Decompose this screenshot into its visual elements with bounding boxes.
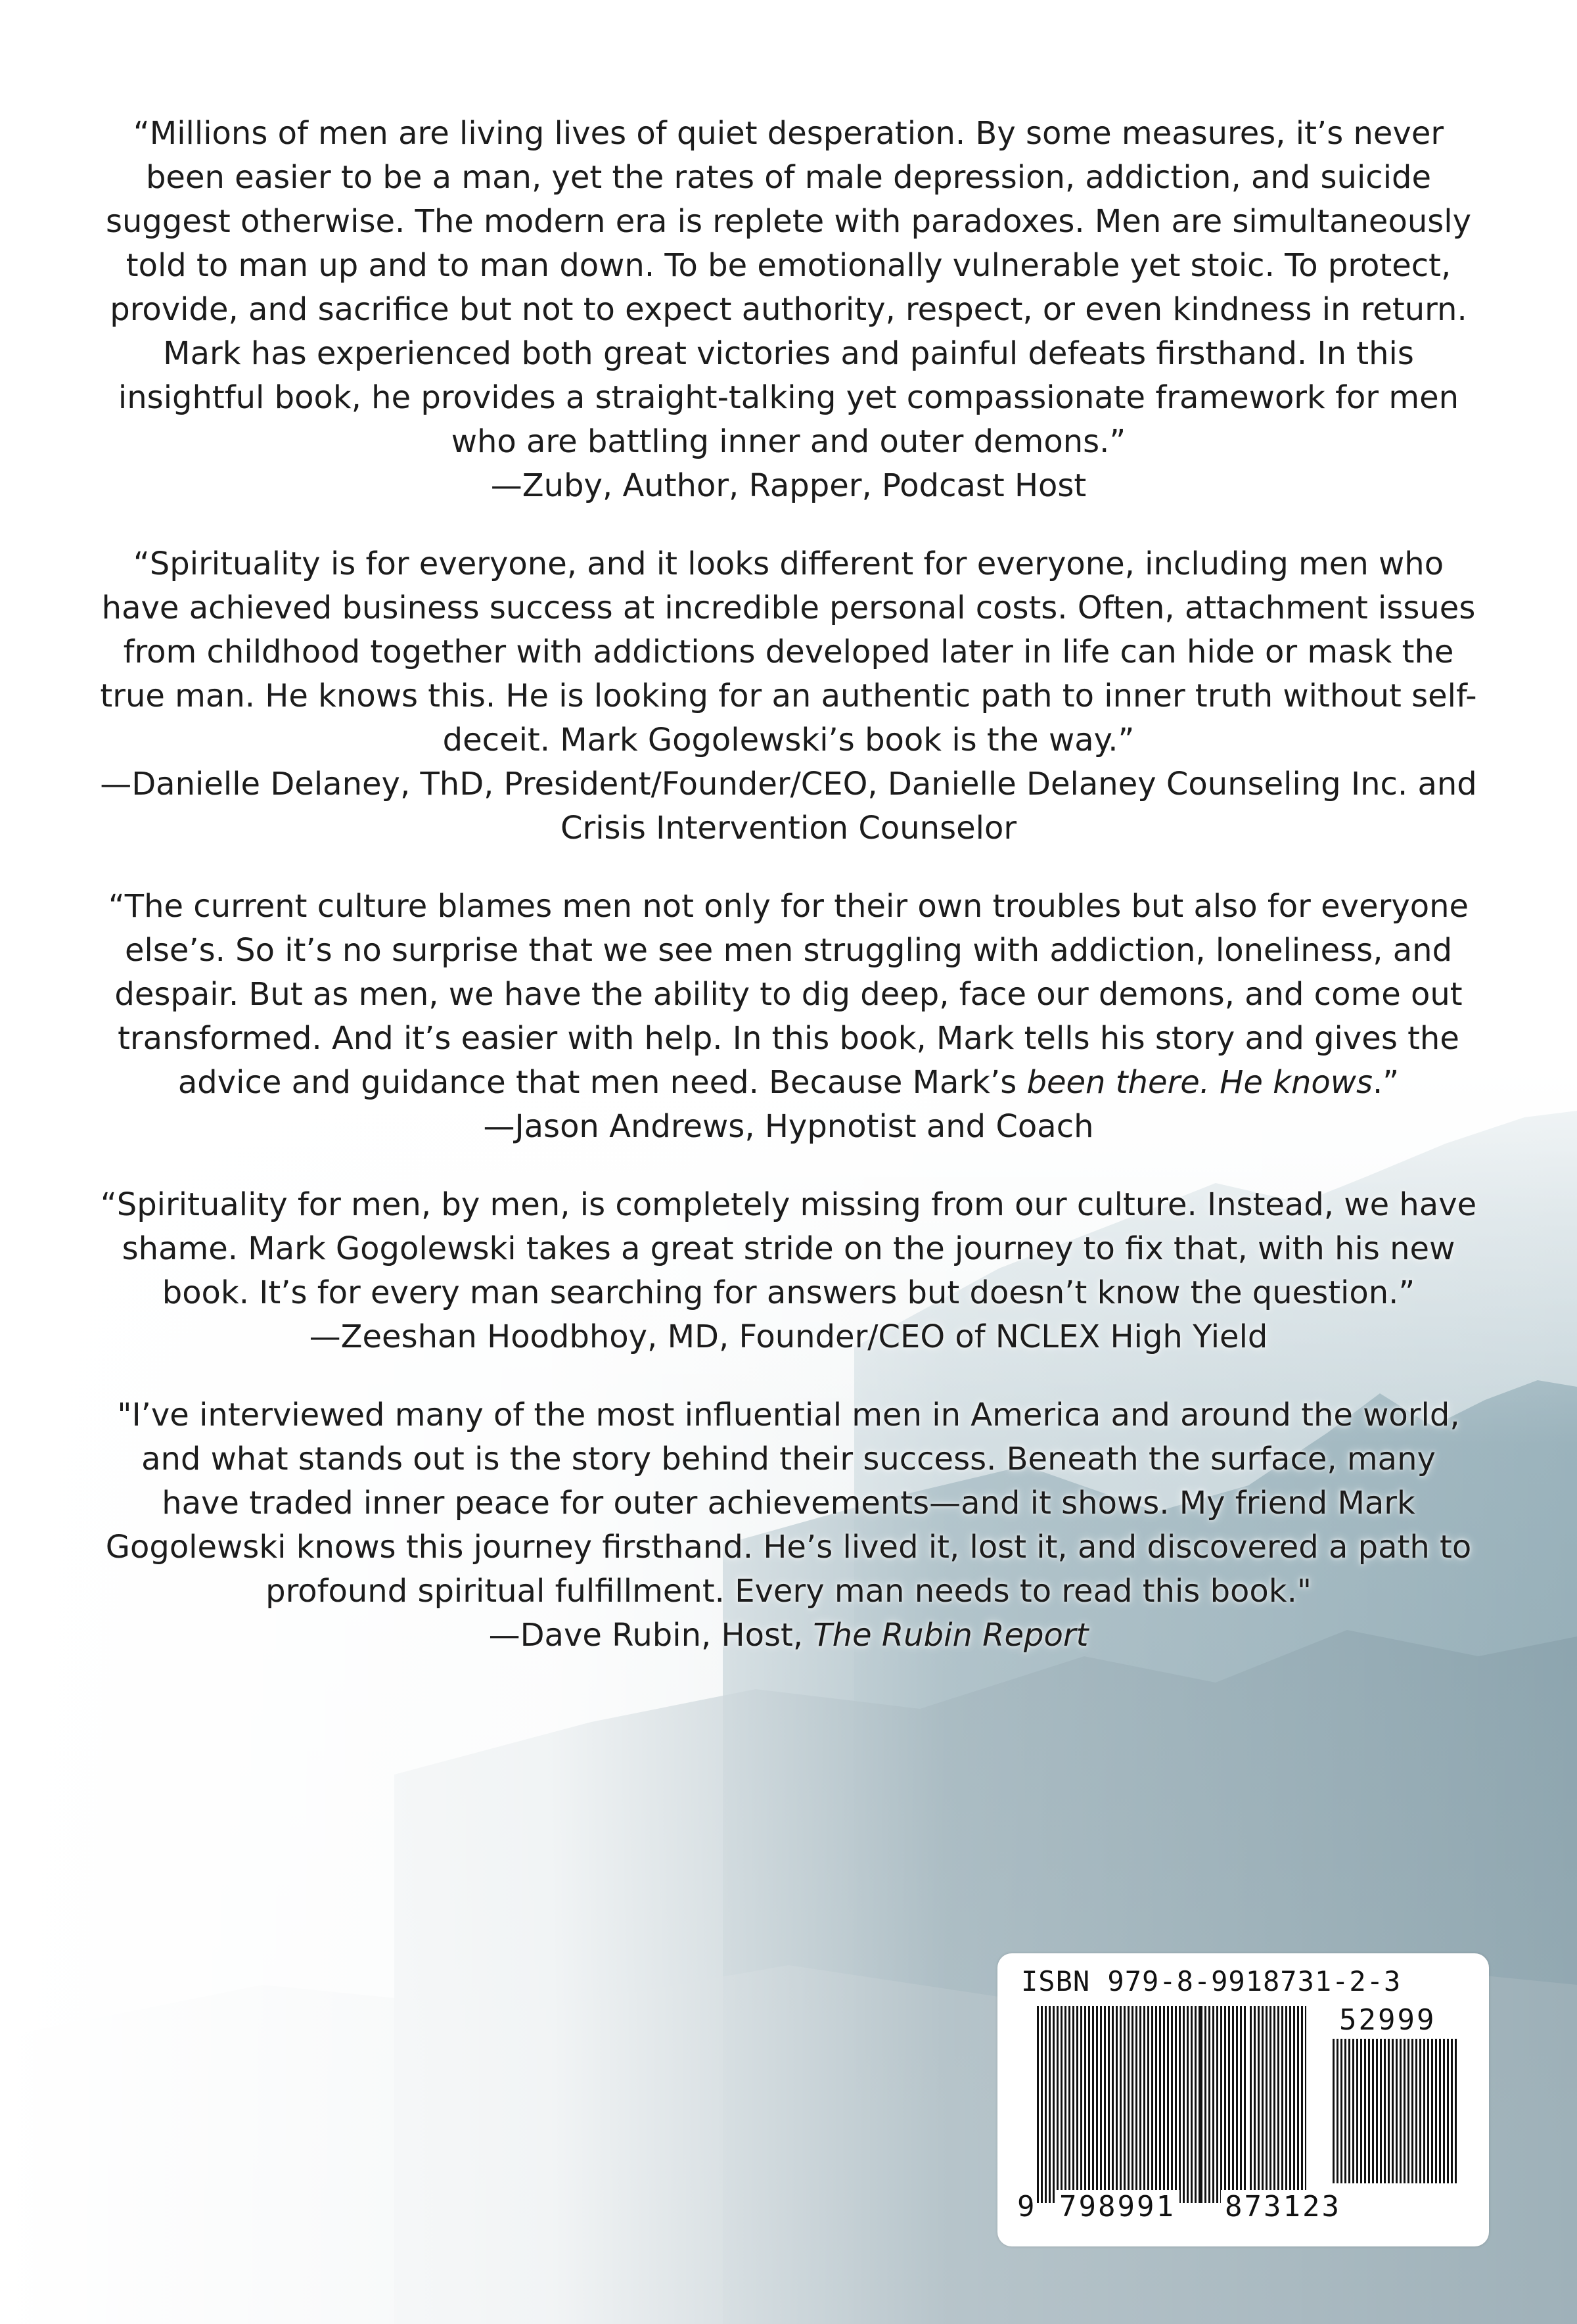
barcode-bar [1407,2039,1409,2183]
barcode-bar [1277,2006,1279,2203]
barcode-bar [1236,2006,1238,2203]
barcode-bar [1400,2039,1402,2183]
barcode-bar [1187,2006,1189,2203]
barcode-bar [1224,2006,1226,2203]
barcode-bar [1344,2039,1346,2183]
barcode-bar [1100,2006,1102,2203]
barcode-bar [1380,2039,1382,2183]
endorsement-quote: “Spirituality is for everyone, and it looks different for everyone, including men who have achieved business success at incredible personal costs. Often, attachment issues from childhood together with addictions developed later in life can hide or mask the true man. He knows this. He is looking for an authentic path to inner truth without self-deceit. Mark Gogolewski’s book is the way.” [100,546,1477,758]
endorsement-quote: “Millions of men are living lives of quiet desperation. By some measures, it’s never been easier to be a man, yet the rates of male depression, addiction, and suicide suggest otherwise. The modern era is replete with paradoxes. Men are simultaneously told to man up and to man down. To be emotionally vulnerable yet stoic. To protect, provide, and sacrifice but not to expect authority, respect, or even kindness in return. Mark has experienced both great victories and painful defeats firsthand. In this insightful book, he provides a straight-talking yet compassionate framework for men who are battling inner and outer demons.” [106,115,1471,460]
barcode-bar [1333,2039,1335,2183]
barcode-bar [1045,2006,1047,2203]
barcode-bar [1120,2006,1122,2203]
barcode-bar [1431,2039,1433,2183]
barcode-bar [1216,2006,1218,2203]
barcode-bar [1427,2039,1429,2183]
ean-left-digits: 798991 [1055,2190,1179,2223]
barcode-bar [1289,2006,1291,2203]
barcode-bar [1037,2006,1039,2203]
barcode-bar [1411,2039,1413,2183]
endorsements [99,112,1478,1692]
endorsement-attribution: —Zuby, Author, Rapper, Podcast Host [490,467,1087,504]
barcode-bar [1204,2006,1206,2203]
barcode-bar [1135,2006,1137,2203]
barcode-bar [1124,2006,1126,2203]
barcode-bar [1191,2006,1193,2203]
endorsement-attribution: —Zeeshan Hoodbhoy, MD, Founder/CEO of NCLEX High Yield [309,1318,1268,1355]
price-code: 52999 [1339,2003,1436,2037]
barcode-bar [1155,2006,1157,2203]
barcode-bar [1285,2006,1287,2203]
barcode-bar [1396,2039,1398,2183]
barcode-bar [1183,2006,1185,2203]
barcode-bar [1053,2006,1055,2203]
barcode-bar [1281,2006,1283,2203]
barcode-bar [1423,2039,1425,2183]
endorsement-quote [99,885,1478,1105]
barcode-bar [1266,2006,1268,2203]
barcode-bar [1112,2006,1114,2203]
barcode-bar [1076,2006,1078,2203]
barcode-bar [1384,2039,1386,2183]
endorsement-quote: "I’ve interviewed many of the most influential men in America and around the world, and what stands out is the story behind their success. Beneath the surface, many have traded inner peace for outer achievements—and it shows. My friend Mark Gogolewski knows this journey firsthand. He’s lived it, lost it, and discovered a path to profound spiritual fulfillment. Every man needs to read this book." [105,1397,1472,1610]
barcode-bar [1139,2006,1141,2203]
barcode-bar [1439,2039,1441,2183]
barcode-bar [1356,2039,1358,2183]
barcode-bar [1232,2006,1234,2203]
barcode-bar [1240,2006,1242,2203]
barcode-bar [1171,2006,1173,2203]
quote-italic-text: been there. He knows [1026,1064,1373,1101]
barcode-bar [1151,2006,1153,2203]
barcode-bar [1388,2039,1390,2183]
barcode-bar [1088,2006,1090,2203]
barcode-bar [1392,2039,1394,2183]
ean-lead-digit: 9 [1017,2190,1035,2223]
barcode-bar [1340,2039,1342,2183]
barcode-bar [1368,2039,1370,2183]
quote-text: “The current culture blames men not only for their own troubles but also for everyone else’s. So it’s no surprise that we see men struggling with addiction, loneliness, and despair. But as men, we have the ability to dig deep, face our demons, and come out transformed. And it’s easier with help. In this book, Mark tells his story and gives the advice and guidance that men need. Because Mark’s [108,888,1469,1101]
barcode-bar [1273,2006,1275,2203]
show-title: The Rubin Report [813,1617,1089,1654]
barcode-bar [1092,2006,1094,2203]
barcode-bar [1195,2006,1197,2203]
barcode-bar [1352,2039,1354,2183]
barcode-bar [1254,2006,1256,2203]
barcode-bar [1084,2006,1086,2203]
barcode-bar [1415,2039,1417,2183]
barcode-bar [1167,2006,1169,2203]
barcode-bar [1208,2006,1210,2203]
barcode-bar [1131,2006,1133,2203]
barcode-bar [1364,2039,1366,2183]
barcode-bar [1041,2006,1043,2203]
barcode-bar [1269,2006,1271,2203]
barcode-bar [1116,2006,1118,2203]
endorsement-danielle-delaney [99,542,1478,850]
barcode-bar [1128,2006,1130,2203]
barcode-bar [1297,2006,1299,2203]
barcode-bar [1143,2006,1145,2203]
barcode-bar [1435,2039,1437,2183]
barcode-bar [1147,2006,1149,2203]
barcode-bar [1419,2039,1421,2183]
barcode-bar [1262,2006,1264,2203]
barcode-bar [1049,2006,1051,2203]
barcode-bar [1163,2006,1165,2203]
barcode-bar [1258,2006,1260,2203]
barcode-bar [1104,2006,1106,2203]
barcode-bar [1220,2006,1222,2203]
barcode-bar [1348,2039,1350,2183]
barcode-bar [1293,2006,1295,2203]
barcode-bar [1175,2006,1177,2203]
barcode-bar [1199,2006,1202,2203]
barcode-bar [1305,2006,1306,2203]
barcode-bar [1337,2039,1338,2183]
ean-right-digits: 873123 [1221,2190,1345,2223]
barcode-bar [1451,2039,1453,2183]
endorsement-zeeshan-hoodbhoy [99,1183,1478,1359]
barcode-bar [1250,2006,1252,2203]
barcode-bar [1376,2039,1378,2183]
barcode-bar [1228,2006,1230,2203]
barcode-bar [1360,2039,1362,2183]
barcode-bar [1057,2006,1059,2203]
endorsement-attribution [99,1614,1478,1658]
barcode-bar [1068,2006,1070,2203]
barcode-bar [1447,2039,1449,2183]
barcode-bar [1455,2039,1457,2183]
quote-closing: .” [1373,1064,1400,1101]
endorsement-jason-andrews [99,885,1478,1149]
isbn-number: ISBN 979-8-9918731-2-3 [1021,1965,1402,1997]
barcode-bar [1096,2006,1098,2203]
barcode-bar [1443,2039,1445,2183]
barcode-bar [1372,2039,1374,2183]
barcode-bar [1072,2006,1074,2203]
barcode-bar [1179,2006,1181,2203]
barcode-bar [1064,2006,1066,2203]
attribution-text: —Dave Rubin, Host, [488,1617,813,1654]
endorsement-dave-rubin [99,1393,1478,1658]
barcode-bar [1080,2006,1082,2203]
endorsement-zuby [99,112,1478,508]
barcode-bar [1108,2006,1110,2203]
barcode-bar [1244,2006,1246,2203]
barcode-bar [1159,2006,1161,2203]
barcode-bar [1061,2006,1063,2203]
barcode-bar [1301,2006,1303,2203]
endorsement-attribution: —Danielle Delaney, ThD, President/Founder/CEO, Danielle Delaney Counseling Inc. and Crisis Intervention Counselor [100,766,1477,847]
isbn-barcode [997,1953,1489,2246]
barcode-bar [1404,2039,1406,2183]
endorsement-quote: “Spirituality for men, by men, is completely missing from our culture. Instead, we have shame. Mark Gogolewski takes a great stride on the journey to fix that, with his new book. It’s for every man searching for answers but doesn’t know the question.” [100,1186,1477,1311]
barcode-bar [1212,2006,1214,2203]
endorsement-attribution: —Jason Andrews, Hypnotist and Coach [483,1108,1094,1145]
